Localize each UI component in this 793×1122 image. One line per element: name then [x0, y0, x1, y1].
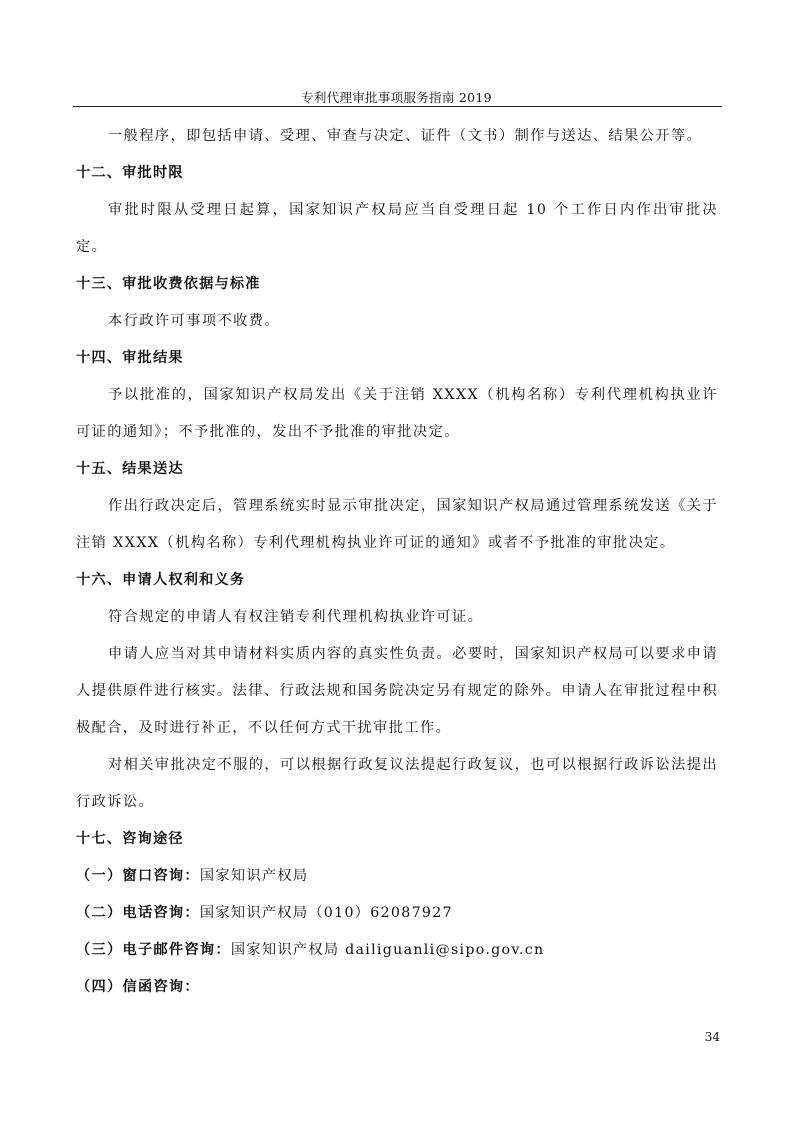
- paragraph: 予以批准的，国家知识产权局发出《关于注销 XXXX（机构名称）专利代理机构执业许可证的通知》；不予批准的，发出不予批准的审批决定。: [76, 387, 718, 440]
- contact-phone: [76, 895, 718, 932]
- section-heading: 十七、咨询途径: [76, 831, 184, 847]
- contact-value: 国家知识产权局: [199, 868, 309, 884]
- contact-window: [76, 858, 718, 895]
- contact-label: （四）信函咨询：: [76, 979, 200, 995]
- paragraph: 申请人应当对其申请材料实质内容的真实性负责。必要时，国家知识产权局可以要求申请人提供原件进行核实。法律、行政法规和国务院决定另有规定的除外。申请人在审批过程中积极配合，及时进行补正，不以任何方式干扰审批工作。: [76, 646, 718, 736]
- section-heading: 十六、申请人权利和义务: [76, 572, 246, 588]
- paragraph: 对相关审批决定不服的，可以根据行政复议法提起行政复议，也可以根据行政诉讼法提出行政诉讼。: [76, 757, 718, 810]
- paragraph: 作出行政决定后，管理系统实时显示审批决定，国家知识产权局通过管理系统发送《关于注销 XXXX（机构名称）专利代理机构执业许可证的通知》或者不予批准的审批决定。: [76, 498, 718, 551]
- paragraph: 本行政许可事项不收费。: [108, 313, 281, 329]
- section-heading: 十三、审批收费依据与标准: [76, 276, 261, 292]
- page-number: 34: [704, 1030, 720, 1044]
- contact-label: （二）电话咨询：: [76, 905, 200, 921]
- contact-letter: [76, 969, 718, 1006]
- section-heading: 十五、结果送达: [76, 461, 184, 477]
- paragraph: 符合规定的申请人有权注销专利代理机构执业许可证。: [108, 609, 484, 625]
- paragraph: 一般程序，即包括申请、受理、审查与决定、证件（文书）制作与送达、结果公开等。: [108, 128, 703, 144]
- contact-email: [76, 932, 718, 969]
- header-rule: [73, 106, 722, 107]
- document-body: [76, 118, 718, 1006]
- contact-value: 国家知识产权局 dailiguanli@sipo.gov.cn: [230, 942, 545, 958]
- contact-label: （一）窗口咨询：: [76, 868, 200, 884]
- contact-label: （三）电子邮件咨询：: [76, 942, 231, 958]
- section-heading: 十四、审批结果: [76, 350, 184, 366]
- section-heading: 十二、审批时限: [76, 165, 184, 181]
- page-header: 专利代理审批事项服务指南 2019: [301, 90, 492, 105]
- contact-value: 国家知识产权局（010）62087927: [199, 905, 453, 921]
- paragraph: 审批时限从受理日起算，国家知识产权局应当自受理日起 10 个工作日内作出审批决定。: [76, 202, 718, 255]
